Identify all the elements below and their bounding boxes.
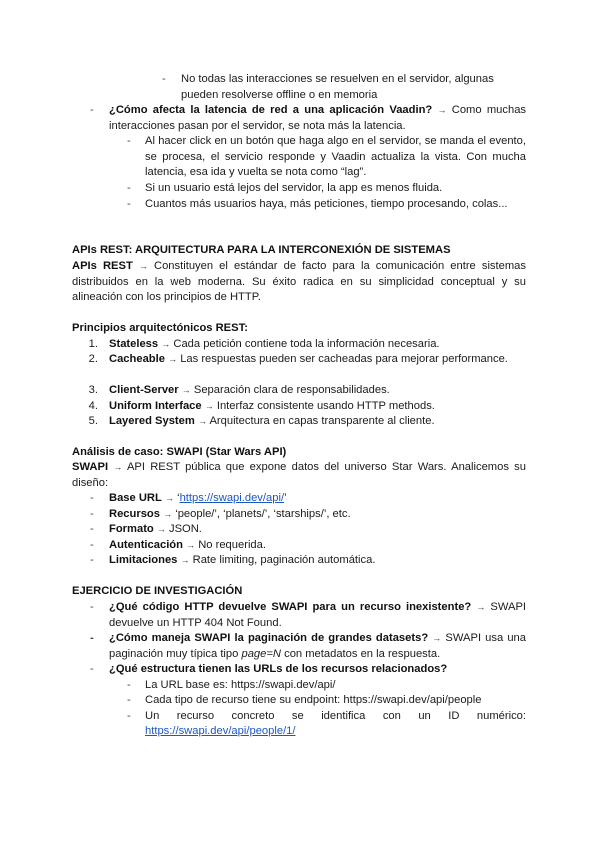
arrow-icon: → [432,633,442,643]
swapi-item [109,522,526,538]
bullet-dash: - [127,182,131,194]
arrow-icon: → [186,540,196,550]
principle-desc: Cada petición contiene toda la información necesaria. [173,338,440,350]
latency-sub-3: Cuantos más usuarios haya, más peticiones, tiempo procesando, colas... [145,198,508,210]
principle-desc: Interfaz consistente usando HTTP methods. [216,400,435,412]
arrow-icon: → [163,509,173,519]
latency-item [109,103,526,134]
people-1-link[interactable]: https://swapi.dev/api/people/1/ [145,725,296,737]
apis-term: APIs REST [72,260,133,272]
bullet-dash: - [90,523,94,535]
list-number: 5. [88,415,98,427]
principle-desc: Arquitectura en capas transparente al cliente. [209,415,435,427]
latency-sub-1: Al hacer click en un botón que haga algo en el servidor, se manda el evento, se procesa, el servicio responde y Vaadin actualiza la vista. Con mucha latencia, esa ida y vuelta se nota como “lag”. [145,135,526,178]
answer-text: con metadatos en la respuesta. [284,647,441,660]
url-structure-3: Un recurso concreto se identifica con un ID numérico: [145,710,526,722]
swapi-item-term: Recursos [109,508,160,520]
arrow-icon: → [164,493,174,503]
bullet-dash: - [90,492,94,504]
swapi-item-term: Formato [109,523,154,535]
arrow-icon: → [181,385,191,395]
question-text: ¿Qué código HTTP devuelve SWAPI para un recurso inexistente? [109,601,472,613]
latency-sub-2: Si un usuario está lejos del servidor, la app es menos fluida. [145,182,443,194]
list-number: 1. [88,338,98,350]
url-structure-2: Cada tipo de recurso tiene su endpoint: https://swapi.dev/api/people [145,694,482,706]
apis-description: Constituyen el estándar de facto para la comunicación entre sistemas distribuidos en la web moderna. Su éxito radica en su simplicidad conceptual y su alineación con los principios de HTTP. [72,260,526,303]
arrow-icon: → [156,524,166,534]
question-text: ¿Cómo maneja SWAPI la paginación de grandes datasets? [109,632,429,644]
arrow-icon: → [476,602,486,612]
principle-term: Uniform Interface [109,400,202,412]
swapi-item-desc: Rate limiting, paginación automática. [192,554,376,566]
principle-item [109,399,526,415]
bullet-dash: - [90,539,94,551]
arrow-icon: → [197,416,207,426]
principle-term: Layered System [109,415,195,427]
list-number: 4. [88,400,98,412]
principle-term: Stateless [109,338,159,350]
swapi-item-desc: No requerida. [198,539,266,551]
principle-item [109,337,526,353]
answer-text: SWAPI usa una paginación muy típica tipo [109,632,527,660]
url-structure-3-link-line [145,724,526,740]
exercise-q3 [109,662,526,678]
swapi-item-term: Limitaciones [109,554,178,566]
swapi-term: SWAPI [72,461,109,473]
principle-desc: Separación clara de responsabilidades. [193,384,390,396]
bullet-dash: - [90,601,94,613]
arrow-icon: → [168,354,178,364]
apis-paragraph [72,259,526,306]
principle-desc: Las respuestas pueden ser cacheadas para mejorar performance. [180,353,508,365]
bullet-dash: - [127,135,131,147]
answer-emphasis: page=N [241,647,281,660]
question-text: ¿Qué estructura tienen las URLs de los recursos relacionados? [109,663,448,675]
latency-question: ¿Cómo afecta la latencia de red a una aplicación Vaadin? [109,104,433,116]
exercise-q2 [109,631,526,662]
bullet-dash: - [127,694,131,706]
bullet-dash: - [90,508,94,520]
arrow-icon: → [180,555,190,565]
apis-heading: APIs REST: ARQUITECTURA PARA LA INTERCONEXIÓN DE SISTEMAS [72,244,451,256]
swapi-item-desc: ‘people/’, ‘planets/’, ‘starships/’, etc. [175,508,351,520]
bullet-dash: - [90,104,94,116]
principles-heading: Principios arquitectónicos REST: [72,322,248,334]
arrow-icon: → [161,339,171,349]
arrow-icon: → [437,105,447,115]
bullet-dash: - [127,198,131,210]
exercise-q1 [109,600,526,631]
answer-text: SWAPI devuelve un HTTP 404 Not Found. [109,601,527,629]
principle-term: Client-Server [109,384,179,396]
bullet-dash: - [127,710,131,722]
arrow-icon: → [138,261,148,271]
latency-answer: Como muchas interacciones pasan por el servidor, se nota más la latencia. [109,104,527,132]
bullet-dash: - [90,632,94,644]
swapi-item [109,507,526,523]
offline-note: No todas las interacciones se resuelven en el servidor, algunas pueden resolverse offline o en memoria [181,73,494,101]
swapi-paragraph [72,460,526,491]
base-url-term: Base URL [109,492,162,504]
swapi-base-url-item: Base URL → ‘https://swapi.dev/api/’ [109,492,287,504]
base-url-link[interactable]: https://swapi.dev/api/ [179,492,285,504]
bullet-dash: - [127,679,131,691]
bullet-dash: - [90,663,94,675]
principle-item [109,414,526,430]
swapi-item-term: Autenticación [109,539,183,551]
swapi-item [109,538,526,554]
exercise-heading: EJERCICIO DE INVESTIGACIÓN [72,585,243,597]
principle-item [109,352,526,368]
bullet-dash: - [162,73,166,85]
swapi-item [109,553,526,569]
list-number: 2. [88,353,98,365]
bullet-dash: - [90,554,94,566]
list-number: 3. [88,384,98,396]
swapi-heading: Análisis de caso: SWAPI (Star Wars API) [72,446,287,458]
arrow-icon: → [204,401,214,411]
principle-term: Cacheable [109,353,165,365]
arrow-icon: → [113,462,123,472]
swapi-description: API REST pública que expone datos del universo Star Wars. Analicemos su diseño: [72,461,526,489]
swapi-item-desc: JSON. [168,523,202,535]
url-structure-1: La URL base es: https://swapi.dev/api/ [145,679,336,691]
principle-item [109,383,526,399]
